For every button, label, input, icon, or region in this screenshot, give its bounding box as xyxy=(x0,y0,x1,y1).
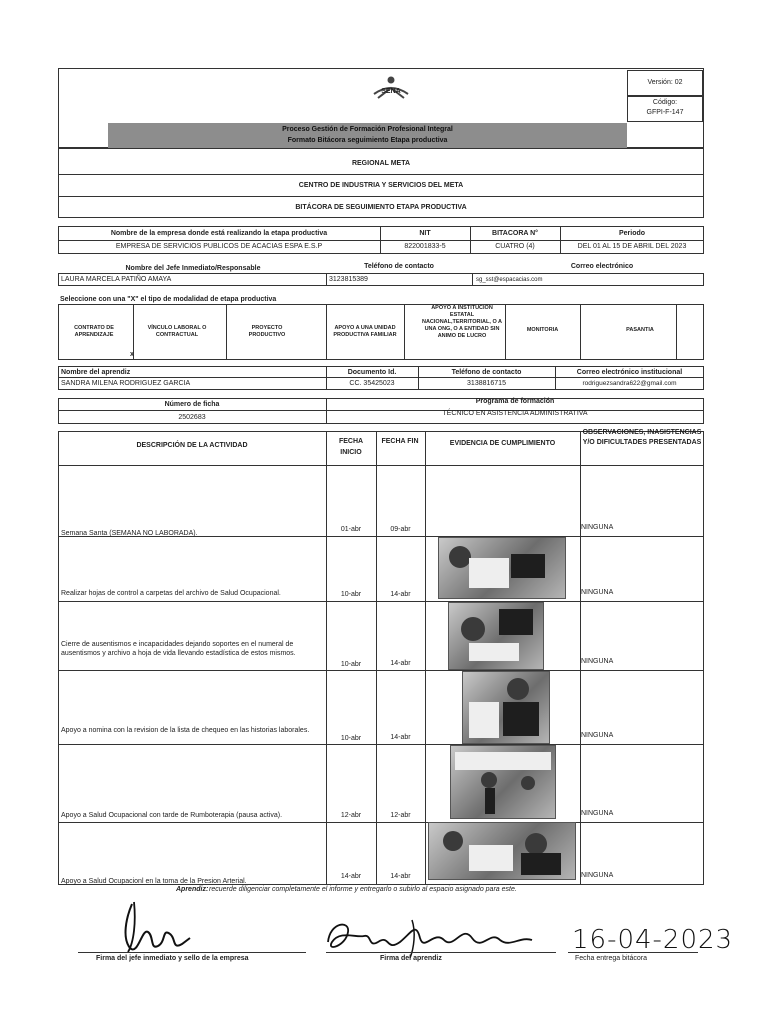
jefe-correo-value: sg_sst@espacacias.com xyxy=(476,277,543,283)
firma-jefe-label: Firma del jefe inmediato y sello de la empresa xyxy=(96,955,249,962)
codigo-label: Código: xyxy=(652,99,678,106)
periodo-value: DEL 01 AL 15 DE ABRIL DEL 2023 xyxy=(577,243,687,250)
table-row-inicio: 10-abr xyxy=(340,661,362,668)
jefe-label: Nombre del Jefe Inmediato/Responsable xyxy=(125,265,261,272)
jefe-tel-label: Teléfono de contacto xyxy=(364,263,434,270)
table-row-fin: 14-abr xyxy=(390,873,411,880)
table-row-inicio: 10-abr xyxy=(340,591,362,598)
regional-text: REGIONAL META xyxy=(351,160,411,167)
modalidad-label: Seleccione con una "X" el tipo de modalidad de etapa productiva xyxy=(60,296,277,303)
table-row-fin: 12-abr xyxy=(390,812,411,819)
note-label: Aprendiz: xyxy=(176,886,209,893)
col-evidencia: EVIDENCIA DE CUMPLIMIENTO xyxy=(449,440,556,447)
doc-label: Documento Id. xyxy=(347,369,397,376)
evidence-photo xyxy=(428,822,576,880)
evidence-photo xyxy=(448,602,544,670)
ficha-label: Número de ficha xyxy=(164,401,220,408)
aprendiz-tel-value: 3138816715 xyxy=(467,380,506,387)
table-row-desc: Semana Santa (SEMANA NO LABORADA). xyxy=(61,530,198,537)
table-row-desc: Apoyo a Salud Ocupacional con tarde de Rumboterapia (pausa activa). xyxy=(61,812,283,819)
table-row-obs: NINGUNA xyxy=(581,732,614,739)
table-row-obs: NINGUNA xyxy=(581,872,614,879)
programa-value: TÉCNICO EN ASISTENCIA ADMINISTRATIVA xyxy=(442,410,588,417)
codigo-value: GFPI-F-147 xyxy=(646,109,684,116)
jefe-tel-value: 3123815389 xyxy=(329,276,368,283)
col-observaciones: OBSERVACIONES, INASISTENCIAS Y/O DIFICULTADES PRESENTADAS xyxy=(582,429,702,446)
table-row-obs: NINGUNA xyxy=(581,524,614,531)
doc-value: CC. 35425023 xyxy=(349,380,395,387)
table-row-obs: NINGUNA xyxy=(581,810,614,817)
modalidad-opt-1: CONTRATO DE APRENDIZAJE xyxy=(74,325,114,338)
nit-label: NIT xyxy=(419,230,431,237)
evidence-photo xyxy=(438,537,566,599)
nit-value: 822001833-5 xyxy=(404,243,446,250)
programa-label: Programa de formación xyxy=(475,398,555,405)
table-row-inicio: 12-abr xyxy=(340,812,362,819)
bitacora-label: BITACORA N° xyxy=(492,230,538,237)
periodo-label: Periodo xyxy=(618,230,646,237)
table-row-inicio: 10-abr xyxy=(340,735,362,742)
fecha-entrega-label: Fecha entrega bitácora xyxy=(575,955,647,962)
modalidad-mark: x xyxy=(130,351,134,358)
modalidad-opt-5: APOYO A INSTITUCIÓN ESTATAL NACIONAL,TERRITORIAL, O A UNA ONG, O A ENTIDAD SIN ANIMO DE LUCRO xyxy=(421,305,503,339)
aprendiz-value: SANDRA MILENA RODRIGUEZ GARCIA xyxy=(61,380,191,387)
centro-text: CENTRO DE INDUSTRIA Y SERVICIOS DEL META xyxy=(298,182,464,189)
note-text: recuerde diligenciar completamente el informe y entregarlo o subirlo al espacio asignado para este. xyxy=(209,886,517,893)
bitacora-value: CUATRO (4) xyxy=(495,243,535,250)
aprendiz-correo-label: Correo electrónico institucional xyxy=(576,369,683,376)
aprendiz-label: Nombre del aprendiz xyxy=(61,369,131,376)
aprendiz-correo-value: rodriguezsandra622@gmail.com xyxy=(582,380,677,387)
modalidad-opt-2: VÍNCULO LABORAL O CONTRACTUAL xyxy=(147,325,207,338)
modalidad-opt-6: MONITORIA xyxy=(526,327,559,333)
col-inicio: FECHA INICIO xyxy=(338,438,364,456)
ficha-value: 2502683 xyxy=(178,414,206,421)
table-row-inicio: 14-abr xyxy=(340,873,362,880)
table-row-desc: Apoyo a Salud Ocupacionl en la toma de la Presion Arterial. xyxy=(61,878,247,885)
version-text: Versión: 02 xyxy=(647,79,683,86)
table-row-inicio: 01-abr xyxy=(340,526,362,533)
table-row-fin: 14-abr xyxy=(390,591,411,598)
modalidad-opt-7: PASANTIA xyxy=(626,327,654,333)
table-row-fin: 14-abr xyxy=(390,660,411,667)
evidence-photo xyxy=(462,671,550,744)
table-row-desc: Apoyo a nomina con la revision de la lista de chequeo en las historias laborales. xyxy=(61,727,310,734)
firma-aprendiz-label: Firma del aprendiz xyxy=(380,955,442,962)
empresa-label: Nombre de la empresa donde está realizando la etapa productiva xyxy=(110,230,328,237)
proceso-text: Proceso Gestión de Formación Profesional Integral xyxy=(282,126,453,133)
table-row-obs: NINGUNA xyxy=(581,658,614,665)
jefe-correo-label: Correo electrónico xyxy=(570,263,634,270)
jefe-value: LAURA MARCELA PATIÑO AMAYA xyxy=(61,276,172,283)
fecha-entrega-value: 16-04-2023 xyxy=(572,925,734,955)
aprendiz-tel-label: Teléfono de contacto xyxy=(451,369,522,376)
table-row-fin: 09-abr xyxy=(390,526,411,533)
col-descripcion: DESCRIPCIÓN DE LA ACTIVIDAD xyxy=(136,442,248,449)
evidence-photo xyxy=(450,745,556,819)
table-row-desc: Realizar hojas de control a carpetas del archivo de Salud Ocupacional. xyxy=(61,590,281,597)
empresa-value: EMPRESA DE SERVICIOS PUBLICOS DE ACACIAS ESPA E.S.P xyxy=(115,243,323,250)
col-fin: FECHA FIN xyxy=(381,438,419,445)
logo-text: SENA xyxy=(381,88,401,95)
bitacora-title: BITÁCORA DE SEGUIMIENTO ETAPA PRODUCTIVA xyxy=(295,204,467,211)
modalidad-opt-4: APOYO A UNA UNIDAD PRODUCTIVA FAMILIAR xyxy=(333,325,397,338)
table-row-fin: 14-abr xyxy=(390,734,411,741)
table-row-desc: Cierre de ausentismos e incapacidades dejando soportes en el numeral de ausentismos y archivo a hoja de vida llevando estadística de estos mismos. xyxy=(61,641,296,657)
table-row-obs: NINGUNA xyxy=(581,589,614,596)
modalidad-opt-3: PROYECTO PRODUCTIVO xyxy=(248,325,286,338)
signature-jefe xyxy=(112,898,212,960)
formato-text: Formato Bitácora seguimiento Etapa productiva xyxy=(287,137,448,144)
